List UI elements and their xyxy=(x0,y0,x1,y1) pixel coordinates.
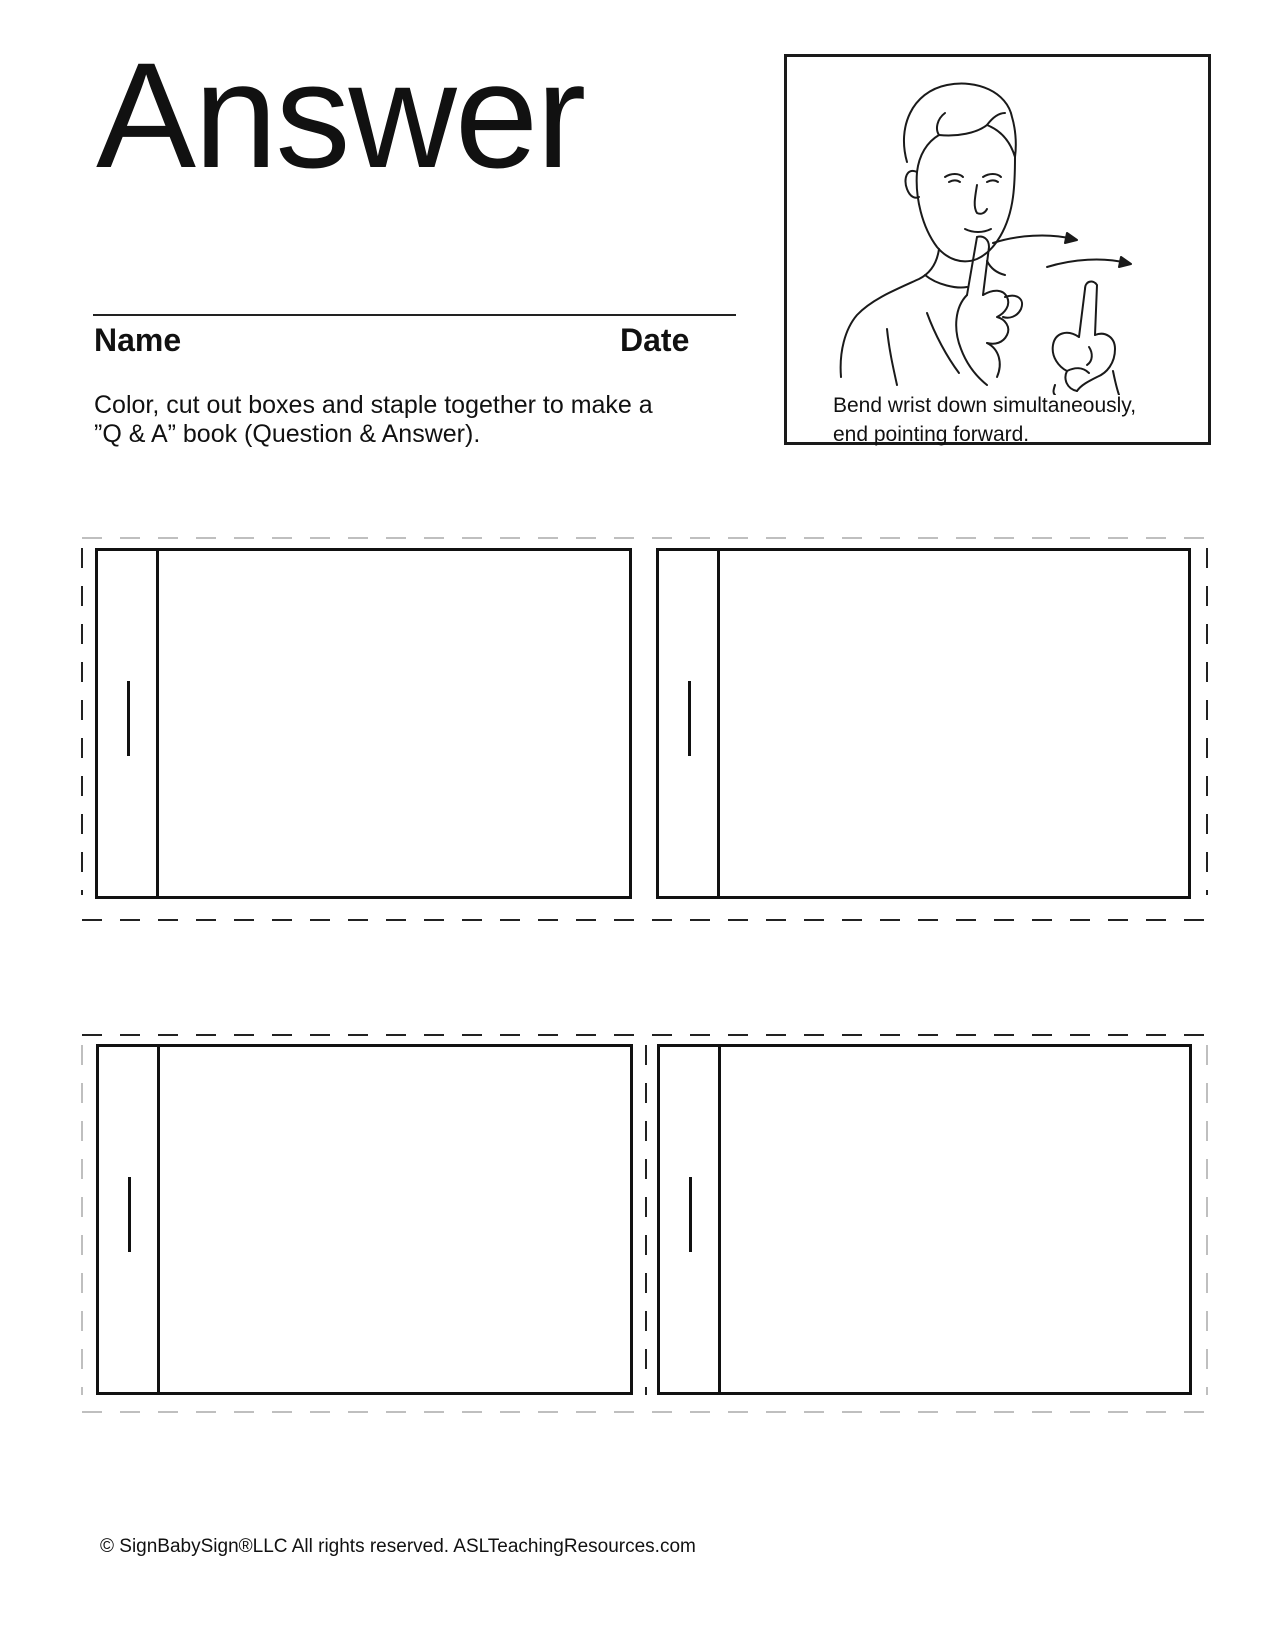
card-spine xyxy=(718,1047,721,1392)
sign-caption-line-1: Bend wrist down simultaneously, xyxy=(833,394,1137,417)
card-2[interactable] xyxy=(656,548,1191,899)
instructions-line-1: Color, cut out boxes and staple together to make a xyxy=(94,391,653,419)
instructions-line-2: ”Q & A” book (Question & Answer). xyxy=(94,420,481,448)
staple-mark xyxy=(127,681,130,756)
name-date-line[interactable] xyxy=(93,314,736,316)
staple-mark xyxy=(128,1177,131,1252)
card-spine xyxy=(157,1047,160,1392)
sign-caption-line-2: end pointing forward. xyxy=(833,423,1030,446)
staple-mark xyxy=(688,681,691,756)
card-spine xyxy=(717,551,720,896)
person-signing-answer-illustration xyxy=(827,67,1147,395)
copyright-footer: © SignBabySign®LLC All rights reserved. ASLTeachingResources.com xyxy=(100,1536,696,1557)
name-label: Name xyxy=(94,322,182,358)
card-spine xyxy=(156,551,159,896)
card-3[interactable] xyxy=(96,1044,633,1395)
date-label: Date xyxy=(620,322,690,358)
card-4[interactable] xyxy=(657,1044,1192,1395)
sign-caption xyxy=(833,391,1136,449)
staple-mark xyxy=(689,1177,692,1252)
sign-illustration-panel xyxy=(784,54,1211,445)
instructions xyxy=(94,391,734,449)
page-title: Answer xyxy=(96,31,585,199)
card-1[interactable] xyxy=(95,548,632,899)
